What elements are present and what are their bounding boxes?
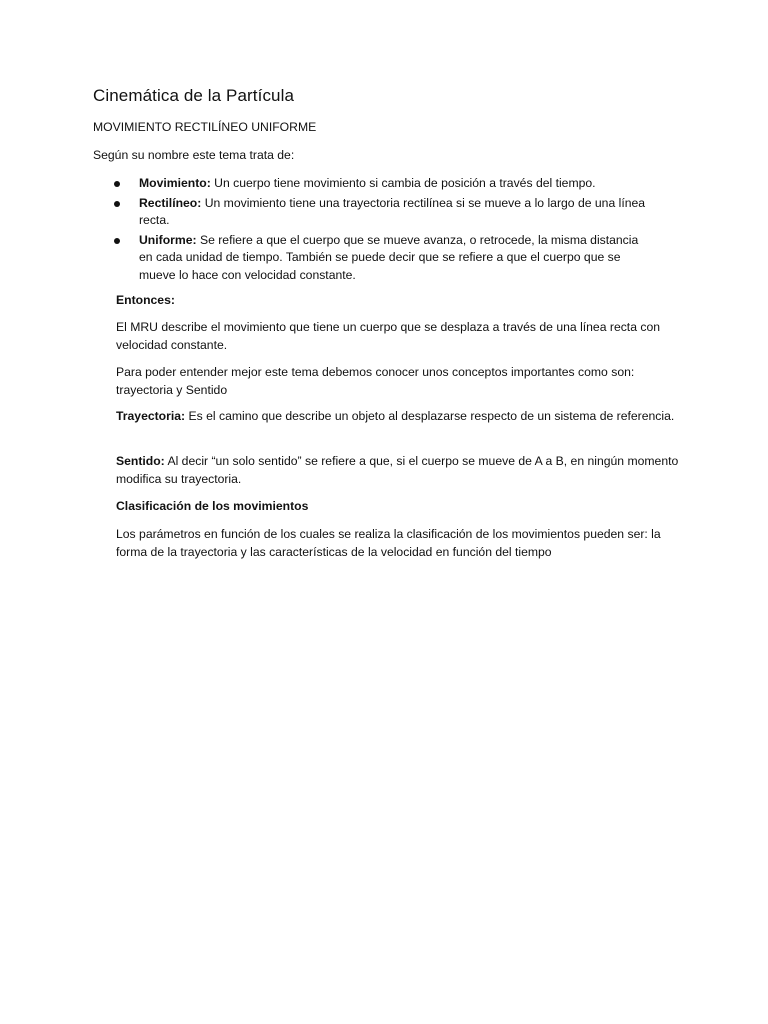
trayectoria-paragraph — [116, 408, 684, 426]
mru-paragraph: El MRU describe el movimiento que tiene un cuerpo que se desplaza a través de una línea recta con velocidad constante. — [116, 320, 661, 352]
term-label: Trayectoria: — [116, 409, 186, 423]
list-item — [93, 175, 653, 193]
section-subtitle: MOVIMIENTO RECTILÍNEO UNIFORME — [93, 120, 317, 134]
page-title: Cinemática de la Partícula — [93, 86, 295, 105]
term-label: Uniforme: — [139, 232, 197, 247]
entonces-label: Entonces: — [116, 293, 175, 307]
concepts-paragraph: Para poder entender mejor este tema debemos conocer unos conceptos importantes como son: trayectoria y Sentido — [116, 365, 635, 397]
term-definition: Un movimiento tiene una trayectoria rectilínea si se mueve a lo largo de una línea recta. — [139, 195, 646, 228]
parameters-paragraph: Los parámetros en función de los cuales se realiza la clasificación de los movimientos pueden ser: la forma de la trayectoria y las características de la velocidad en función del tiempo — [116, 527, 661, 559]
term-definition: Un cuerpo tiene movimiento si cambia de posición a través del tiempo. — [210, 176, 596, 190]
term-label: Rectilíneo: — [139, 195, 202, 210]
term-label: Movimiento: — [139, 176, 211, 190]
classification-heading: Clasificación de los movimientos — [116, 499, 309, 513]
term-definition: Se refiere a que el cuerpo que se mueve avanza, o retrocede, la misma distancia en cada unidad de tiempo. También se puede decir que se refiere a que el cuerpo que se mueve lo hace con velocidad constante. — [139, 232, 639, 282]
list-item — [93, 195, 653, 230]
bullet-icon — [114, 181, 120, 187]
bullet-icon — [114, 238, 120, 244]
bullet-icon — [114, 201, 120, 207]
intro-paragraph: Según su nombre este tema trata de: — [93, 148, 295, 162]
sentido-paragraph — [116, 453, 684, 488]
term-definition: Al decir “un solo sentido” se refiere a que, si el cuerpo se mueve de A a B, en ningún momento modifica su trayectoria. — [116, 454, 679, 486]
list-item — [93, 232, 653, 285]
definition-list — [93, 175, 653, 287]
term-label: Sentido: — [116, 454, 165, 468]
term-definition: Es el camino que describe un objeto al desplazarse respecto de un sistema de referencia. — [185, 409, 675, 423]
